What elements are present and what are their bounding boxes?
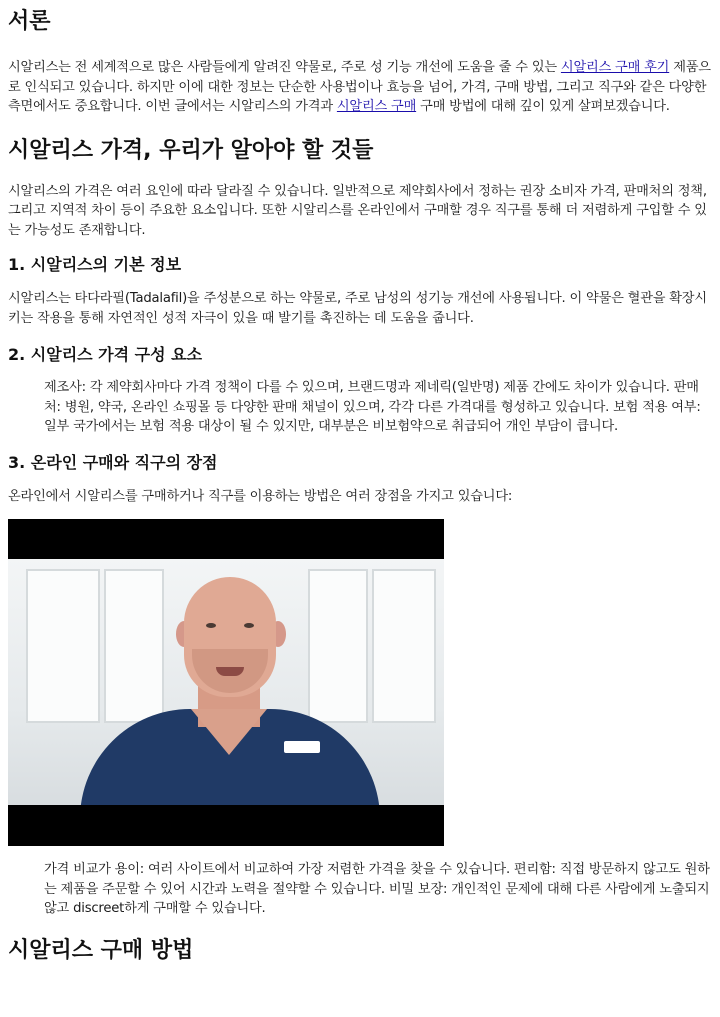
intro-text-2: 제품으로 인식되고 있습니다. 하지만 이에 대한 정보는 단순한 사용법이나 효능을 넘어, 가격, 구매 방법, 그리고 직구와 같은 다양한 측면에서도 중요합니다. 이번 글에서는 시알리스의 가격과 [8, 60, 711, 114]
intro-heading: 서론 [8, 9, 51, 34]
scrubs-logo-patch [284, 741, 320, 753]
price-components-text: 제조사: 각 제약회사마다 가격 정책이 다를 수 있으며, 브랜드명과 제네릭(일반명) 제품 간에도 차이가 있습니다. 판매처: 병원, 약국, 온라인 쇼핑몰 등 다양한 판매 채널이 있으며, 각각 다른 가격대를 형성하고 있습니다. 보험 적용 여부: 일부 국가에서는 보험 적용 대상이 될 수 있지만, 대부분은 비보험약으로 취급되어 개인 부담이 큽니다. [44, 380, 701, 434]
online-heading: 3. 온라인 구매와 직구의 장점 [8, 452, 218, 472]
window-right-1 [308, 569, 368, 723]
article [8, 0, 712, 965]
advantages-text: 가격 비교가 용이: 여러 사이트에서 비교하여 가장 저렴한 가격을 찾을 수 있습니다. 편리함: 직접 방문하지 않고도 원하는 제품을 주문할 수 있어 시간과 노력을 절약할 수 있습니다. 비밀 보장: 개인적인 문제에 대해 다른 사람에게 노출되지 않고 discreet하게 구매할 수 있습니다. [44, 862, 710, 916]
price-components-heading: 2. 시알리스 가격 구성 요소 [8, 345, 203, 364]
presenter-eye-right [244, 623, 254, 628]
purchase-link[interactable]: 시알리스 구매 [336, 99, 417, 114]
basic-info-heading: 1. 시알리스의 기본 정보 [8, 255, 182, 274]
review-link[interactable]: 시알리스 구매 후기 [560, 60, 670, 75]
presenter-eye-left [206, 623, 216, 628]
intro-text-1: 시알리스는 전 세계적으로 많은 사람들에게 알려진 약물로, 주로 성 기능 개선에 도움을 줄 수 있는 [8, 60, 561, 75]
price-heading: 시알리스 가격, 우리가 알아야 할 것들 [8, 137, 374, 163]
online-paragraph: 온라인에서 시알리스를 구매하거나 직구를 이용하는 방법은 여러 장점을 가지고 있습니다: [8, 488, 513, 504]
window-mid [104, 569, 164, 723]
window-left [26, 569, 100, 723]
buy-heading: 시알리스 구매 방법 [8, 937, 194, 963]
price-paragraph: 시알리스의 가격은 여러 요인에 따라 달라질 수 있습니다. 일반적으로 제약회사에서 정하는 권장 소비자 가격, 판매처의 정책, 그리고 지역적 차이 등이 주요한 요소입니다. 또한 시알리스를 온라인에서 구매할 경우 직구를 통해 더 저렴하게 구입할 수 있는 가능성도 존재합니다. [8, 183, 707, 238]
presenter-collar [191, 709, 267, 755]
intro-text-3: 구매 방법에 대해 깊이 있게 살펴보겠습니다. [416, 99, 670, 114]
basic-info-paragraph: 시알리스는 타다라필(Tadalafil)을 주성분으로 하는 약물로, 주로 남성의 성기능 개선에 사용됩니다. 이 약물은 혈관을 확장시키는 작용을 통해 자연적인 성적 자극이 있을 때 발기를 촉진하는 데 도움을 줍니다. [8, 291, 707, 326]
window-right-2 [372, 569, 436, 723]
intro-paragraph [8, 58, 712, 117]
video-player[interactable] [8, 519, 444, 846]
video-frame [8, 559, 444, 805]
